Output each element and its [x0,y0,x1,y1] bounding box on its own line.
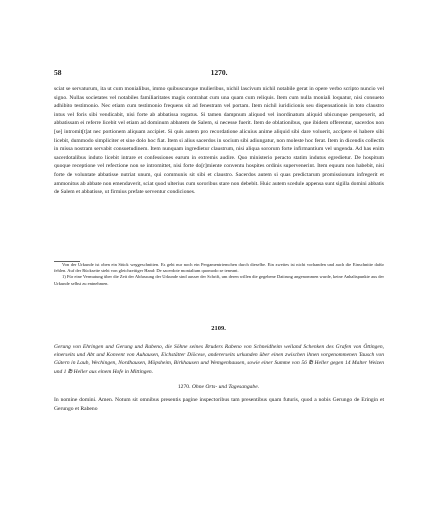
footnote: Von der Urkunde ist oben ein Stück weggeschnitten. Es geht nur noch ein Pergamentriemchen durch dieselbe. Ein zweites ist nicht vorhanden und auch die Einschnitte dafür fehlen. Auf der Rückseite steht von gleichzeitiger Hand: De sacerdote monialium quomodo se teneant. [54,262,384,274]
dateline [0,384,427,390]
page-number: 58 [54,68,62,77]
footnotes [54,262,384,287]
page-header [54,68,384,78]
charter-text [54,85,384,197]
regest [54,343,384,376]
body-paragraph: sciat se servaturum, ita ut cum monialibus, immo quibuscunque mulieribus, nichil lascivum nichil notabile gerat in opere verbo scripto nuncio vel signo. Nullas societates vel notabiles familiaritates magis contrahat cum una quam cum reliquis. Item cum nulla moniali loquatur, nisi consueto adhibito testimonio. Nec etiam cum testimonio frequens sit ad fenestram vel portam. Item nichil iuridicionis seu dispensationis in toto claustro intus vel foris sibi vendicabit, nisi forte ab abbatissa rogatus. Si tamen dampnum aliquod vel inordinatum aliquid ubicunque perspexerit, ad abbatissam ei referre licebit vel etiam ad dominum abbatem de Salem, si necesse fuerit. Item de oblationibus, que ibidem offerentur, sacerdos non [se] intromit[t]at nec portionem aliquam accipiet. Si quis autem pro recordatione alicuius anime aliquid sibi dare voluerit, accipere ei habere sibi licebit, dummodo simpliciter et sine dolo hoc fiat. Item si alius sacerdos in socium sibi adiungatur, non moleste hoc ferat. Item in dicendis collectis in missa nostram servabit consuetudinem. Item nunquam ingredietur claustrum, nisi aliqua sororum forte infirmantium vel ungenda. Ad has enim sacerdotalibus induto licebit intrare et confessiones earum in extremis audire. Quo ministerio peracto statim indutus egredietur. De hospitum quoque receptione vel refectione non se intromittet, nisi forte do[r]miente conventu hospites ordinis supervenerint. Item equum non habebit, nisi forte de voluntate abbatisse nutriat unum, qui communis sit sibi et claustro. Sacerdos autem si quas predictarum promissionum infregerit et ammonitus ab abbate non emendaverit, sciat quod ulterius cum sororibus stare non debebit. Huic autem scedule appensa sunt sigilla domini abbatis de Salem et abbatisse, ut firmius prefate serventur condiciones. [54,86,384,196]
dateline-year: 1270. [177,384,191,390]
dateline-note: Ohne Orts- und Tagesangabe. [191,384,260,390]
regest-text: Gerung von Ehringen und Gerung und Rabeno, die Söhne seines Bruders Rabeno von Schneidheim weiland Schenken des Grafen von Öttingen, einerseits und Abt und Konvent von Auhausen, Eichstätter Diöcese, andererseits urkunden über einen zwischen ihnen vorgenommenen Tausch von Gütern in Laub, Wechingen, Nordhausen, Möpsheim, Birkhausen und Wemgenhausen, sowie einer Summe von 56 ℔ Heller gegen 14 Malter Weizen und 1 ℔ Heller aus einem Hofe in Mittingen. [54,344,384,375]
footnote: 1) Für eine Vermutung über die Zeit der Abfassung der Urkunde sind ausser der Schrift, um deren willen die gegebene Datirung angenommen wurde, keine Anhaltspunkte aus der Urkunde selbst zu entnehmen. [54,274,384,286]
document-number: 2109. [211,325,226,332]
document-start [54,396,384,413]
document-start-text: In nomine domini. Amen. Notum sit omnibus presentis pagine inspectoribus tam presentibus quam futuris, quod a nobis Gerungo de Eringin et Gerungo et Rabeno [54,397,384,412]
running-year: 1270. [210,68,228,77]
